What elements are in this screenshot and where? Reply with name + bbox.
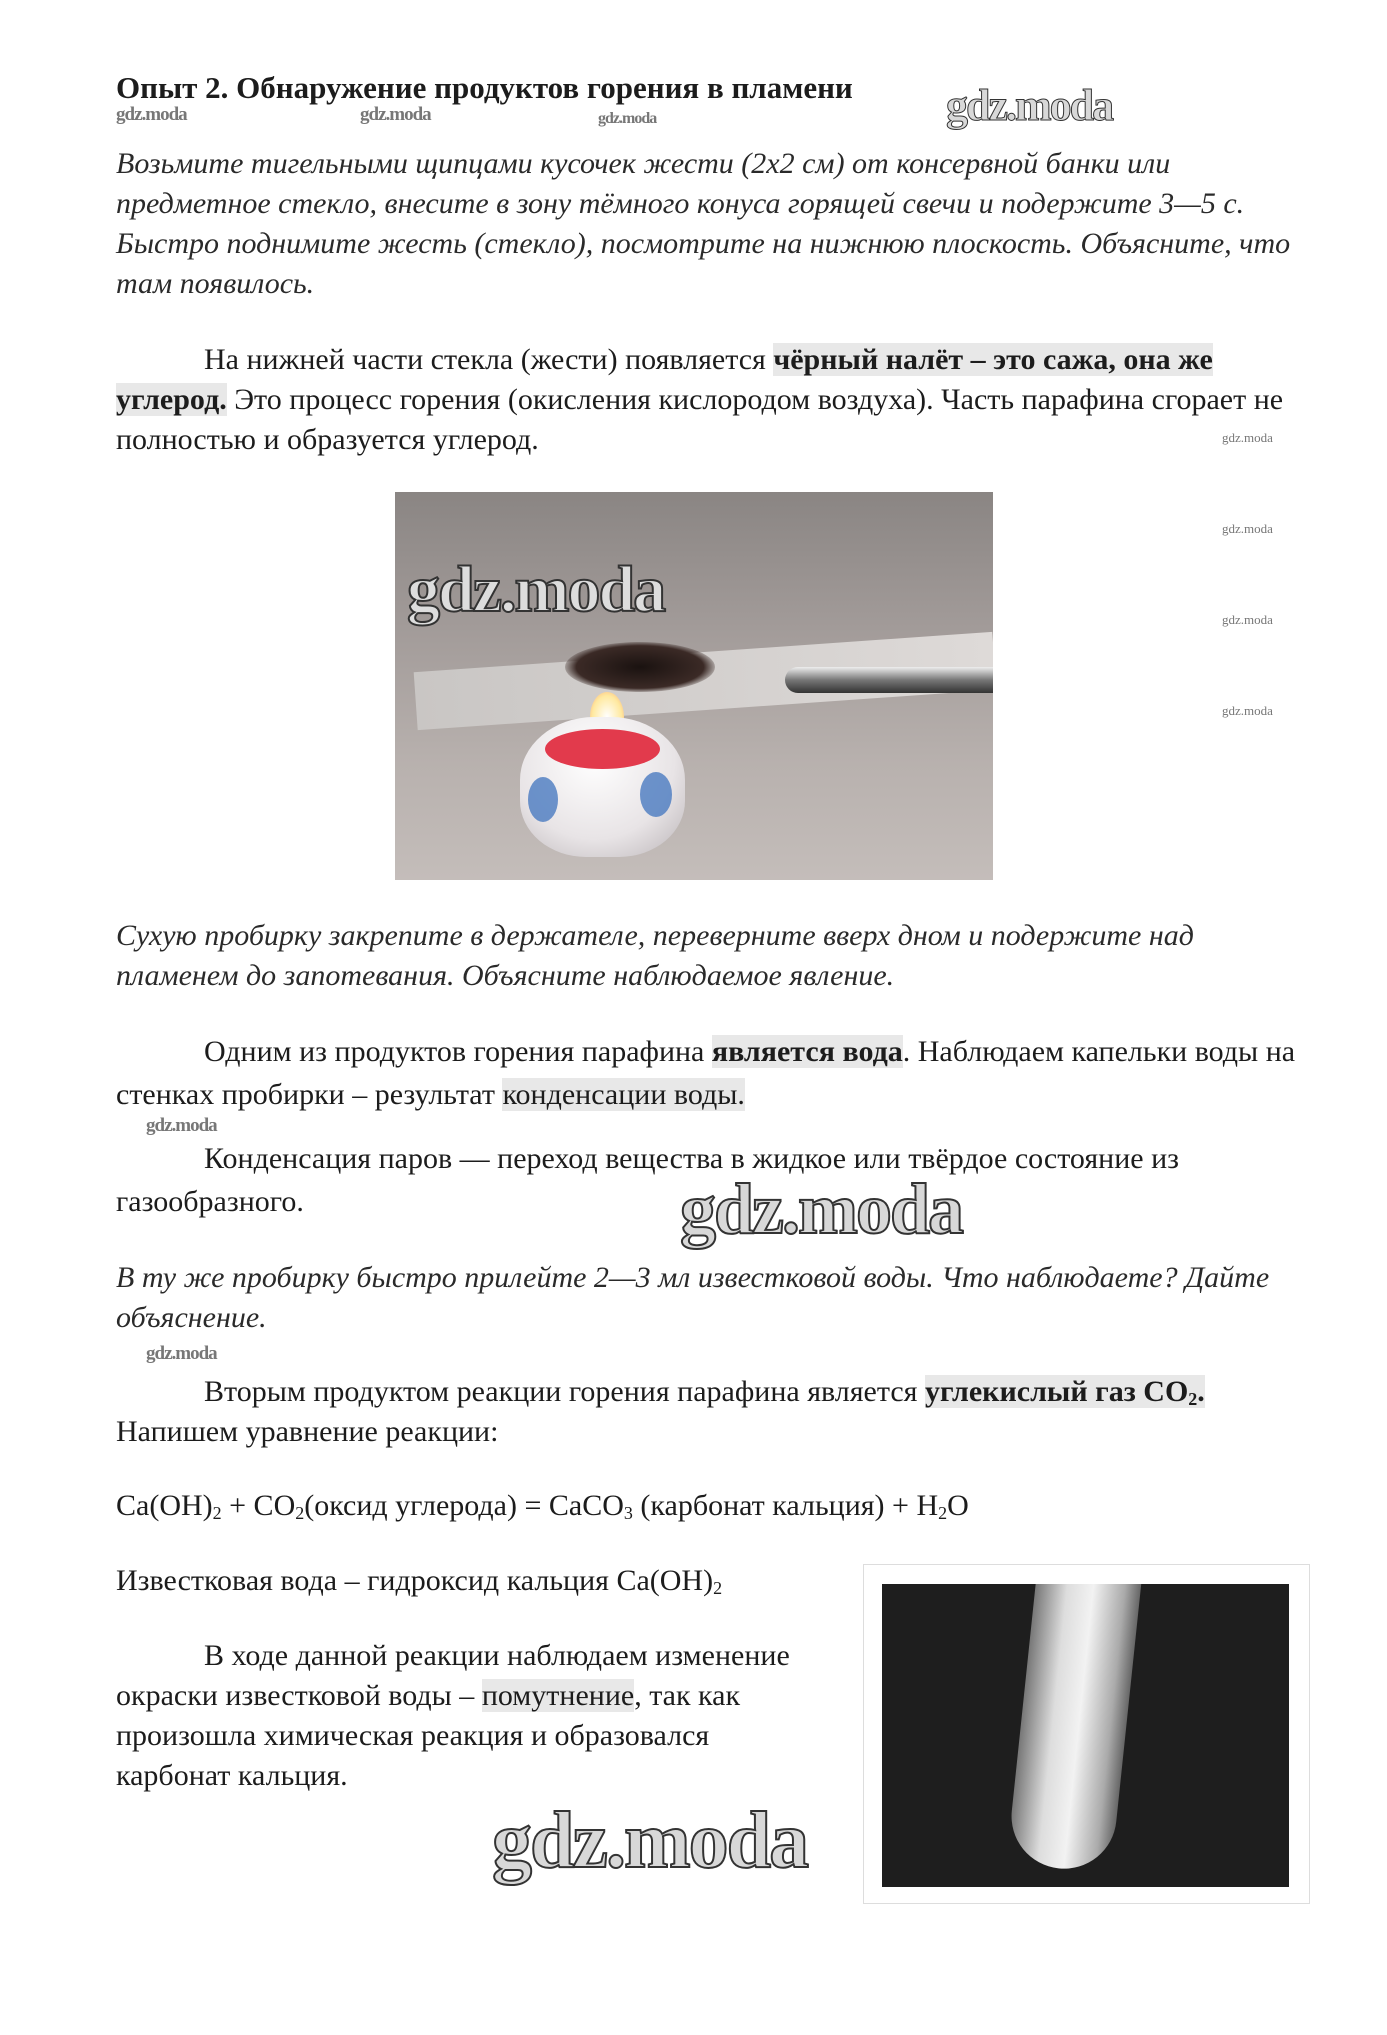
answer-text: . Наблюдаем капельки воды на стенках пробирки – результат	[116, 1035, 1296, 1111]
watermark: gdz.moda	[1222, 430, 1273, 445]
definition-text: Конденсация паров — переход вещества в жидкое или твёрдое состояние из газообразного.	[116, 1142, 1179, 1218]
answer-highlight: чёрный налёт – это сажа, она же углерод.	[116, 343, 1213, 416]
soot-spot	[565, 642, 715, 692]
answer-text: Вторым продуктом реакции горения парафина является	[204, 1375, 925, 1408]
answer-highlight: углекислый газ $CO_2$.	[924, 1375, 1205, 1409]
watermark: gdz.moda	[116, 104, 187, 125]
photo-background	[882, 1584, 1289, 1887]
watermark: gdz.moda	[1222, 703, 1273, 718]
answer-highlight: помутнение	[481, 1679, 635, 1712]
test-tube	[1006, 1584, 1141, 1874]
watermark: gdz.moda	[492, 1797, 808, 1885]
task-2-text: Сухую пробирку закрепите в держателе, переверните вверх дном и подержите над пламенем до запотевания. Объясните наблюдаемое явление.	[116, 919, 1194, 992]
answer-text: Одним из продуктов горения парафина	[204, 1035, 712, 1068]
test-tube-photo	[863, 1564, 1310, 1904]
watermark: gdz.moda	[680, 1169, 963, 1249]
answer-text: Напишем уравнение реакции:	[116, 1415, 499, 1448]
watermark: gdz.moda	[1222, 612, 1273, 627]
task-3-text: В ту же пробирку быстро прилейте 2—3 мл известковой воды. Что наблюдаете? Дайте объяснение.	[116, 1261, 1270, 1334]
answer-1	[116, 340, 1296, 460]
watermark: gdz.moda	[146, 1343, 217, 1364]
answer-text: , так как произошла химическая реакция и образовался карбонат кальция.	[116, 1679, 741, 1792]
watermark: gdz.moda	[598, 110, 657, 127]
answer-3	[116, 1372, 1296, 1452]
answer-text: На нижней части стекла (жести) появляется	[204, 343, 774, 376]
watermark: gdz.moda	[146, 1115, 217, 1136]
watermark: gdz.moda	[360, 104, 431, 125]
task-1-text: Возьмите тигельными щипцами кусочек жести (2х2 см) от консервной банки или предметное стекло, внесите в зону тёмного конуса горящей свечи и подержите 3—5 с. Быстро поднимите жесть (стекло), посмотрите на нижнюю плоскость. Объясните, что там появилось.	[116, 147, 1291, 300]
watermark: gdz.moda	[946, 81, 1113, 130]
answer-2	[116, 1030, 1296, 1116]
answer-highlight: является вода	[711, 1035, 903, 1068]
candle-cup	[520, 717, 685, 857]
answer-text: Это процесс горения (окисления кислородом воздуха). Часть парафина сгорает не полностью и образуется углерод.	[116, 383, 1284, 456]
subscript: 2	[1188, 1389, 1198, 1409]
reaction-equation: $Ca(OH)_2$ + $CO_2(оксид$ углерода) = CaCO$_3$ (карбонат кальция) + $H_2O$	[116, 1489, 969, 1523]
tongs	[785, 667, 993, 693]
answer-text: В ходе данной реакции наблюдаем изменение окраски известковой воды –	[116, 1639, 790, 1712]
answer-highlight: конденсации воды.	[502, 1078, 745, 1111]
highlight-text: углекислый газ CO	[924, 1375, 1189, 1408]
watermark: gdz.moda	[1222, 521, 1273, 536]
watermark: gdz.moda	[407, 553, 665, 626]
answer-4	[116, 1636, 796, 1796]
candle-experiment-photo	[395, 492, 993, 880]
limewater-definition: Известковая вода – гидроксид кальция $Ca(OH)_2$	[116, 1564, 723, 1598]
page-title: Опыт 2. Обнаружение продуктов горения в пламени	[116, 70, 853, 105]
